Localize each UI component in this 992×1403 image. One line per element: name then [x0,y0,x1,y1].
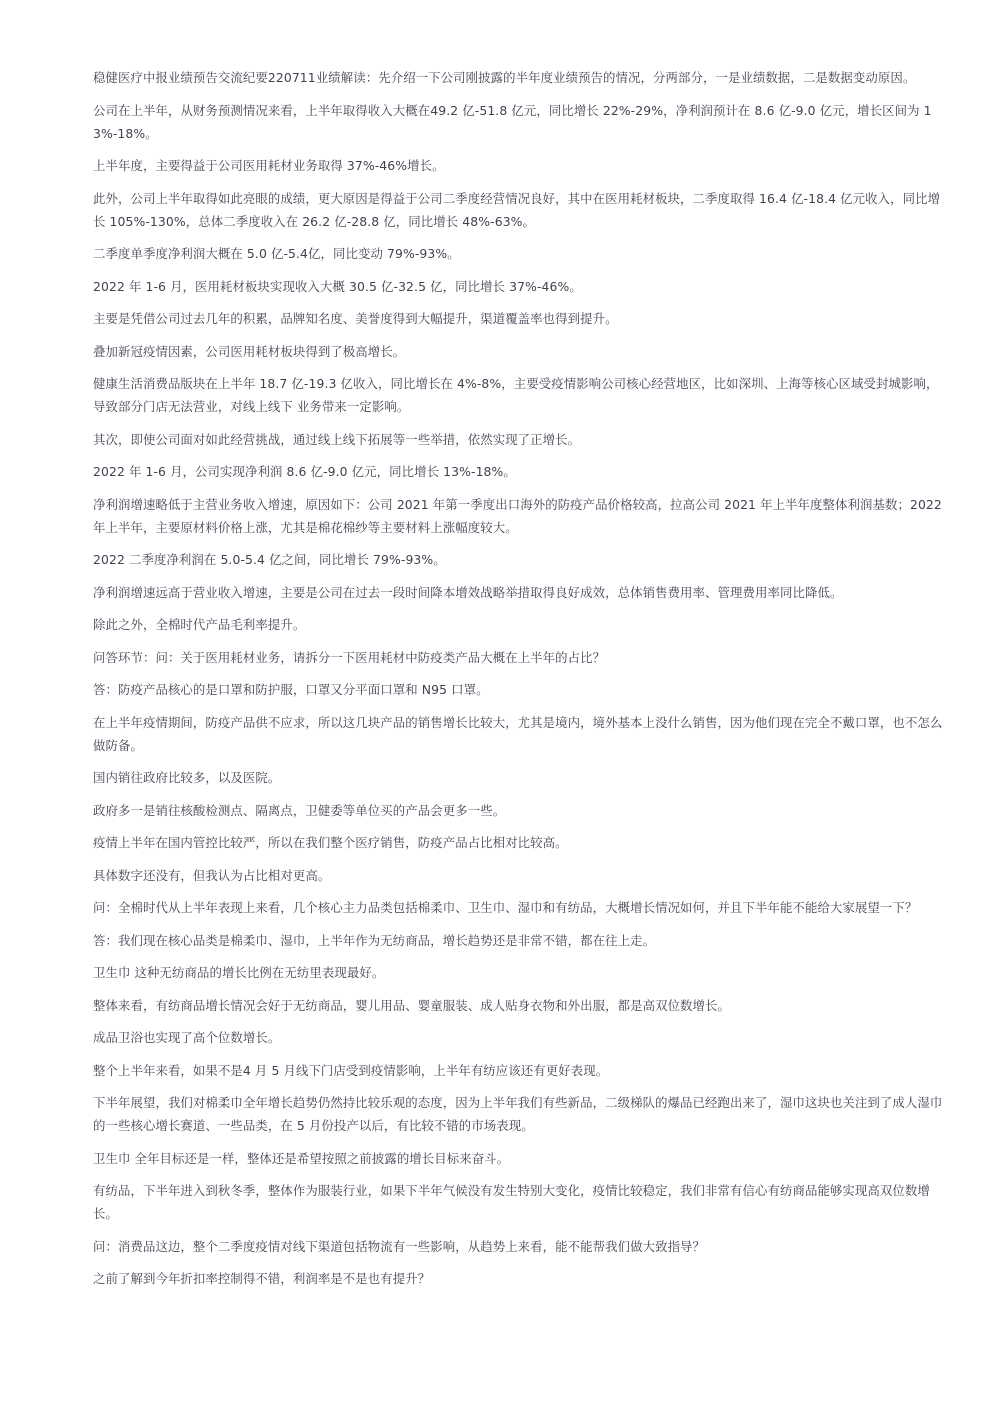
answer-paragraph: 答：我们现在核心品类是棉柔巾、湿巾，上半年作为无纺商品，增长趋势还是非常不错，都在往上走。 [93,932,656,948]
question-paragraph: 问：全棉时代从上半年表现上来看，几个核心主力品类包括棉柔巾、卫生巾、湿巾和有纺品，大概增长情况如何，并且下半年能不能给大家展望一下？ [93,900,918,915]
paragraph: 政府多一是销往核酸检测点、隔离点，卫健委等单位买的产品会更多一些。 [93,802,506,818]
paragraph: 其次，即使公司面对如此经营挑战，通过线上线下拓展等一些举措，依然实现了正增长。 [93,431,581,447]
paragraph: 之前了解到今年折扣率控制得不错，利润率是不是也有提升？ [93,1271,431,1286]
paragraph-intro: 稳健医疗中报业绩预告交流纪要220711业绩解读：先介绍一下公司刚披露的半年度业绩预告的情况，分两部分，一是业绩数据，二是数据变动原因。 [93,70,916,85]
paragraph: 公司在上半年，从财务预测情况来看，上半年取得收入大概在49.2 亿-51.8 亿元，同比增长 22%-29%，净利润预计在 8.6 亿-9.0 亿元，增长区间为 13%-18%。 [93,102,932,141]
paragraph: 叠加新冠疫情因素，公司医用耗材板块得到了极高增长。 [93,343,406,359]
paragraph: 整体来看，有纺商品增长情况会好于无纺商品，婴儿用品、婴童服装、成人贴身衣物和外出服，都是高双位数增长。 [93,997,731,1013]
paragraph: 净利润增速略低于主营业务收入增速，原因如下：公司 2021 年第一季度出口海外的防疫产品价格较高，拉高公司 2021 年上半年度整体利润基数；2022 年上半年，主要原材料价格上涨，尤其是棉花棉纱等主要材料上涨幅度较大。 [93,496,942,535]
paragraph: 净利润增速远高于营业收入增速，主要是公司在过去一段时间降本增效战略举措取得良好成效，总体销售费用率、管理费用率同比降低。 [93,584,843,600]
paragraph: 成品卫浴也实现了高个位数增长。 [93,1030,281,1045]
paragraph: 卫生巾 这种无纺商品的增长比例在无纺里表现最好。 [93,965,385,980]
question-paragraph: 问答环节：问：关于医用耗材业务，请拆分一下医用耗材中防疫类产品大概在上半年的占比？ [93,649,606,665]
paragraph: 此外，公司上半年取得如此亮眼的成绩，更大原因是得益于公司二季度经营情况良好，其中在医用耗材板块，二季度取得 16.4 亿-18.4 亿元收入，同比增长 105%-130%，总体二季度收入在 26.2 亿-28.8 亿，同比增长 48%-63%。 [93,190,941,229]
paragraph: 整个上半年来看，如果不是4 月 5 月线下门店受到疫情影响，上半年有纺应该还有更好表现。 [93,1062,609,1078]
paragraph: 卫生巾 全年目标还是一样，整体还是希望按照之前披露的增长目标来奋斗。 [93,1150,510,1166]
paragraph: 国内销往政府比较多，以及医院。 [93,770,281,785]
paragraph: 有纺品，下半年进入到秋冬季，整体作为服装行业，如果下半年气候没有发生特别大变化，疫情比较稳定，我们非常有信心有纺商品能够实现高双位数增长。 [93,1183,930,1221]
paragraph: 2022 年 1-6 月，公司实现净利润 8.6 亿-9.0 亿元，同比增长 13%-18%。 [93,464,516,479]
paragraph: 除此之外，全棉时代产品毛利率提升。 [93,617,306,632]
paragraph: 疫情上半年在国内管控比较严，所以在我们整个医疗销售，防疫产品占比相对比较高。 [93,835,568,850]
paragraph: 二季度单季度净利润大概在 5.0 亿-5.4亿，同比变动 79%-93%。 [93,246,460,261]
paragraph: 上半年度，主要得益于公司医用耗材业务取得 37%-46%增长。 [93,158,445,173]
paragraph: 具体数字还没有，但我认为占比相对更高。 [93,867,331,883]
question-paragraph: 问：消费品这边，整个二季度疫情对线下渠道包括物流有一些影响，从趋势上来看，能不能帮我们做大致指导？ [93,1238,706,1254]
paragraph: 主要是凭借公司过去几年的积累，品牌知名度、美誉度得到大幅提升，渠道覆盖率也得到提升。 [93,311,618,326]
paragraph: 在上半年疫情期间，防疫产品供不应求，所以这几块产品的销售增长比较大，尤其是境内，境外基本上没什么销售，因为他们现在完全不戴口罩，也不怎么做防备。 [93,714,943,753]
paragraph: 2022 二季度净利润在 5.0-5.4 亿之间，同比增长 79%-93%。 [93,552,446,567]
paragraph: 下半年展望，我们对棉柔巾全年增长趋势仍然持比较乐观的态度，因为上半年我们有些新品，二级梯队的爆品已经跑出来了，湿巾这块也关注到了成人湿巾的一些核心增长赛道、一些品类，在 5 月份投产以后，有比较不错的市场表现。 [93,1095,943,1133]
document-body [93,66,943,1300]
paragraph: 健康生活消费品版块在上半年 18.7 亿-19.3 亿收入，同比增长在 4%-8%，主要受疫情影响公司核心经营地区，比如深圳、上海等核心区域受封城影响，导致部分门店无法营业，对线上线下 业务带来一定影响。 [93,376,939,414]
paragraph: 2022 年 1-6 月，医用耗材板块实现收入大概 30.5 亿-32.5 亿，同比增长 37%-46%。 [93,278,582,294]
answer-paragraph: 答：防疫产品核心的是口罩和防护服，口罩又分平面口罩和 N95 口罩。 [93,682,489,697]
